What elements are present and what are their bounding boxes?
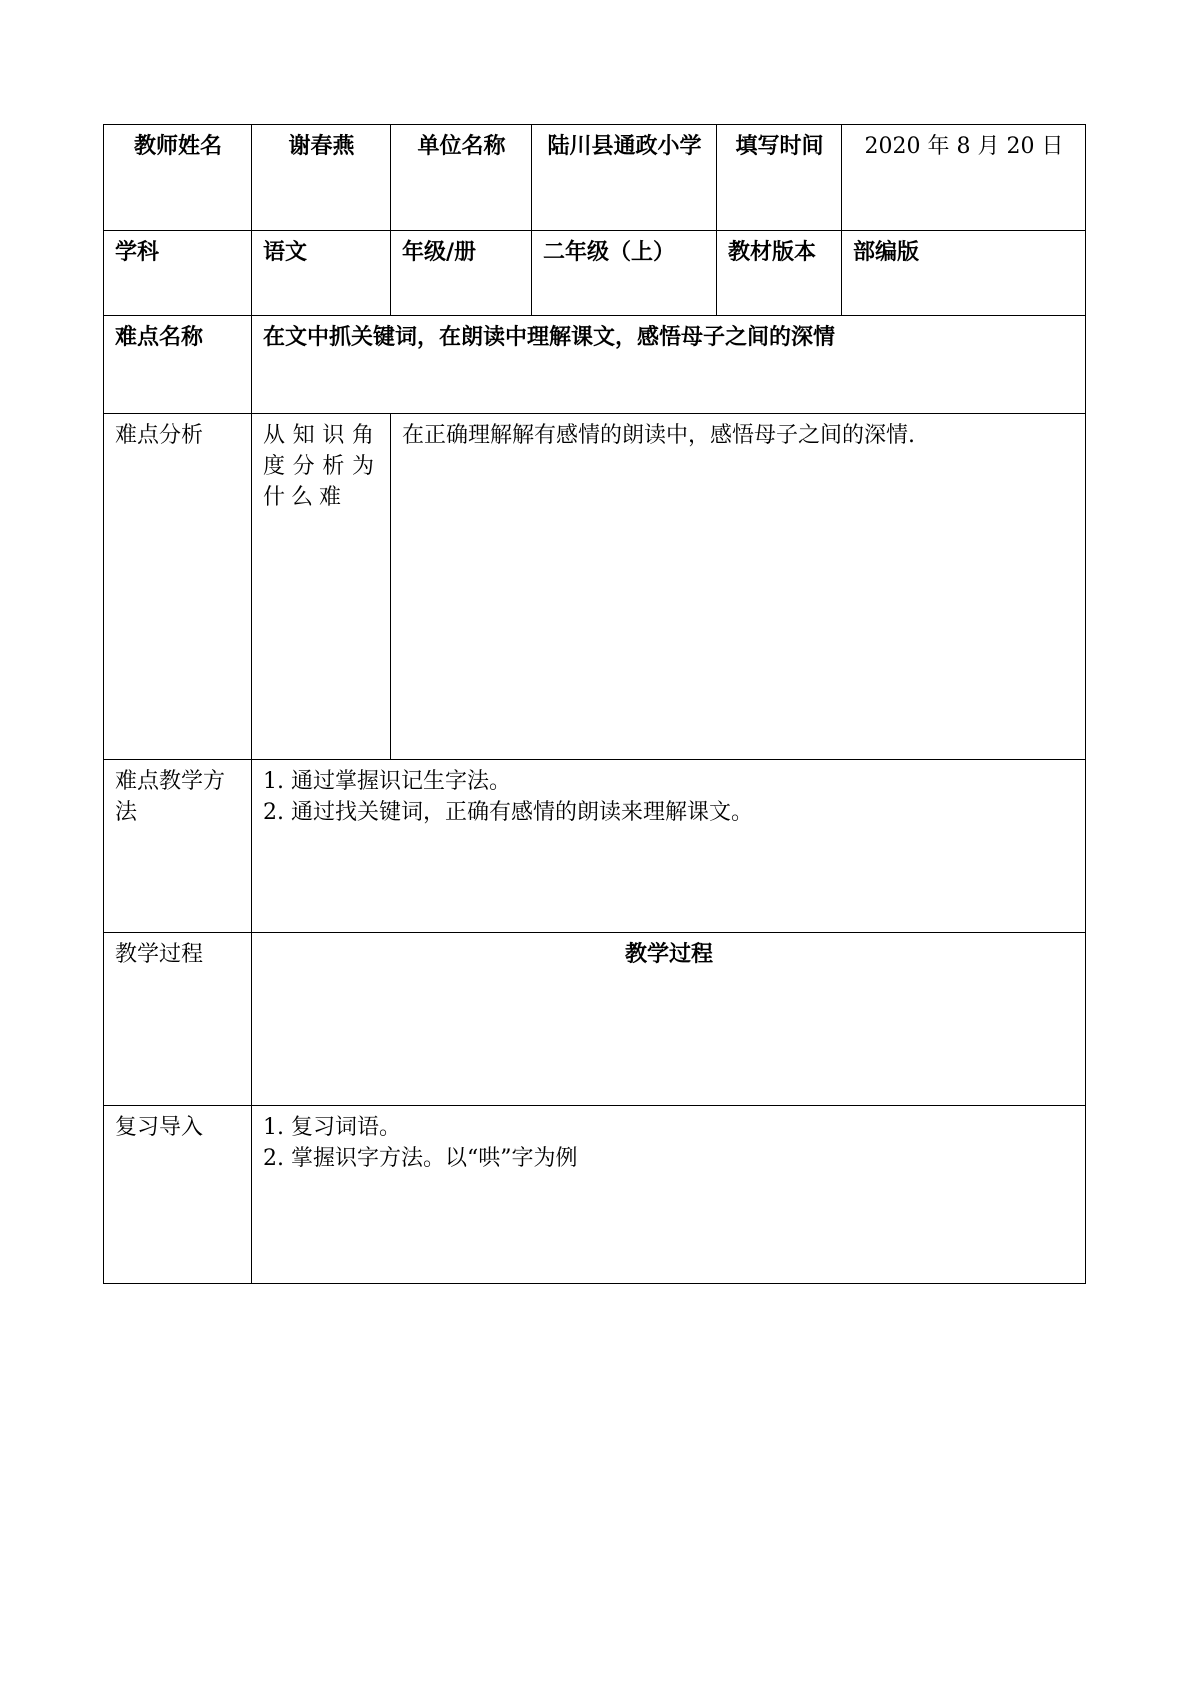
grade-label: 年级/册	[391, 231, 532, 316]
difficulty-method-item: 2. 通过找关键词，正确有感情的朗读来理解课文。	[263, 800, 753, 825]
subject-label: 学科	[104, 231, 252, 316]
review-item: 1. 复习词语。	[263, 1115, 401, 1140]
fill-date-value: 2020 年 8 月 20 日	[842, 125, 1086, 231]
teaching-process-label: 教学过程	[104, 933, 252, 1106]
difficulty-name-label: 难点名称	[104, 316, 252, 414]
review-list	[252, 1106, 1086, 1284]
difficulty-analysis-value: 在正确理解解有感情的朗读中，感悟母子之间的深情.	[391, 414, 1086, 760]
difficulty-name-value: 在文中抓关键词，在朗读中理解课文，感悟母子之间的深情	[252, 316, 1086, 414]
edition-value: 部编版	[842, 231, 1086, 316]
difficulty-analysis-row	[104, 414, 1086, 760]
difficulty-method-row	[104, 760, 1086, 933]
edition-label: 教材版本	[717, 231, 842, 316]
review-item: 2. 掌握识字方法。以“哄”字为例	[263, 1146, 578, 1171]
difficulty-method-item: 1. 通过掌握识记生字法。	[263, 769, 511, 794]
lesson-form-table	[103, 124, 1086, 1284]
review-label: 复习导入	[104, 1106, 252, 1284]
unit-name-value: 陆川县通政小学	[532, 125, 717, 231]
grade-value: 二年级（上）	[532, 231, 717, 316]
fill-date-label: 填写时间	[717, 125, 842, 231]
header-row	[104, 125, 1086, 231]
unit-name-label: 单位名称	[391, 125, 532, 231]
difficulty-method-list	[252, 760, 1086, 933]
difficulty-analysis-label: 难点分析	[104, 414, 252, 760]
review-row	[104, 1106, 1086, 1284]
teaching-process-heading: 教学过程	[252, 933, 1086, 1106]
teacher-name-value: 谢春燕	[252, 125, 391, 231]
info-row	[104, 231, 1086, 316]
subject-value: 语文	[252, 231, 391, 316]
teacher-name-label: 教师姓名	[104, 125, 252, 231]
difficulty-name-row	[104, 316, 1086, 414]
difficulty-method-label: 难点教学方法	[104, 760, 252, 933]
difficulty-analysis-sublabel: 从知识角度分析为什么难	[252, 414, 391, 760]
teaching-process-row	[104, 933, 1086, 1106]
